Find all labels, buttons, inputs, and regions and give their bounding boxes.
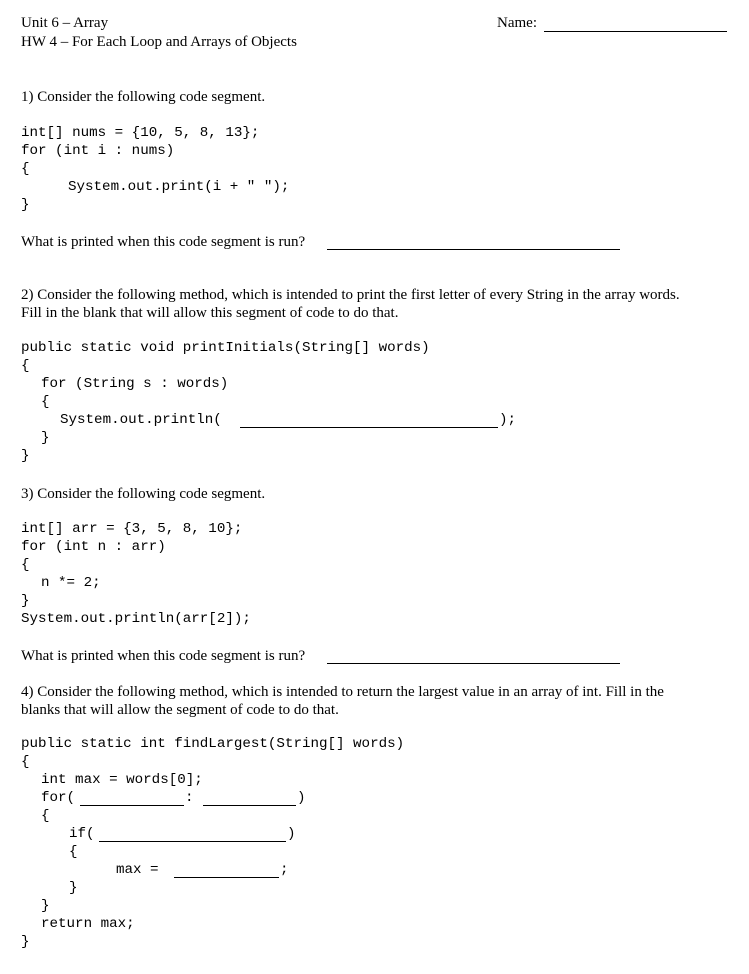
q4-code-line: } — [69, 880, 78, 896]
q1-code-line: { — [21, 161, 30, 177]
q1-code-line: for (int i : nums) — [21, 143, 175, 159]
q3-answer-blank[interactable] — [327, 648, 620, 664]
q2-code-line: public static void printInitials(String[] words) — [21, 340, 430, 356]
q3-code-line: n *= 2; — [41, 575, 101, 591]
q3-code-line: for (int n : arr) — [21, 539, 166, 555]
q4-code-line: { — [69, 844, 78, 860]
q4-code-line: : — [185, 790, 194, 806]
hw-title: HW 4 – For Each Loop and Arrays of Objects — [21, 34, 297, 50]
q2-prompt-line2: Fill in the blank that will allow this segment of code to do that. — [21, 305, 399, 321]
q2-code-line: System.out.println( — [60, 412, 222, 428]
name-label: Name: — [497, 15, 537, 31]
q4-code-line: return max; — [41, 916, 135, 932]
q1-code-line: } — [21, 197, 30, 213]
q1-code-line: int[] nums = {10, 5, 8, 13}; — [21, 125, 260, 141]
q4-if-condition-blank[interactable] — [99, 826, 286, 842]
q4-code-line: } — [41, 898, 50, 914]
q1-prompt: 1) Consider the following code segment. — [21, 89, 266, 105]
q3-code-line: System.out.println(arr[2]); — [21, 611, 251, 627]
q4-for-type-blank[interactable] — [80, 790, 184, 806]
q4-prompt-line1: 4) Consider the following method, which is intended to return the largest value in an array of int. Fill in the — [21, 684, 664, 700]
q4-code-line: { — [21, 754, 30, 770]
q4-code-line: } — [21, 934, 30, 950]
unit-title: Unit 6 – Array — [21, 15, 109, 31]
q4-code-line: max = — [116, 862, 159, 878]
q4-prompt-line2: blanks that will allow the segment of code to do that. — [21, 702, 339, 718]
q4-code-line: if( — [69, 826, 95, 842]
q2-code-line: ); — [499, 412, 517, 428]
q3-code-line: } — [21, 593, 30, 609]
q1-answer-blank[interactable] — [327, 234, 620, 250]
q4-code-line: public static int findLargest(String[] words) — [21, 736, 405, 752]
q4-code-line: ) — [287, 826, 296, 842]
q4-code-line: ) — [297, 790, 306, 806]
q2-code-line: { — [21, 358, 30, 374]
q2-code-line: } — [41, 430, 50, 446]
q2-code-line: { — [41, 394, 50, 410]
q4-code-line: { — [41, 808, 50, 824]
name-blank[interactable] — [544, 16, 727, 32]
q2-prompt-line1: 2) Consider the following method, which is intended to print the first letter of every String in the array words. — [21, 287, 680, 303]
q4-for-array-blank[interactable] — [203, 790, 296, 806]
q2-code-line: for (String s : words) — [41, 376, 229, 392]
q3-prompt: 3) Consider the following code segment. — [21, 486, 266, 502]
q1-question: What is printed when this code segment is run? — [21, 234, 306, 250]
q2-code-line: } — [21, 448, 30, 464]
q4-code-line: for( — [41, 790, 76, 806]
q3-code-line: int[] arr = {3, 5, 8, 10}; — [21, 521, 243, 537]
q4-code-line: int max = words[0]; — [41, 772, 203, 788]
q3-code-line: { — [21, 557, 30, 573]
q2-answer-blank[interactable] — [240, 412, 498, 428]
q4-max-assign-blank[interactable] — [174, 862, 279, 878]
q3-question: What is printed when this code segment is run? — [21, 648, 306, 664]
q1-code-line: System.out.print(i + " "); — [68, 179, 290, 195]
q4-code-line: ; — [280, 862, 289, 878]
